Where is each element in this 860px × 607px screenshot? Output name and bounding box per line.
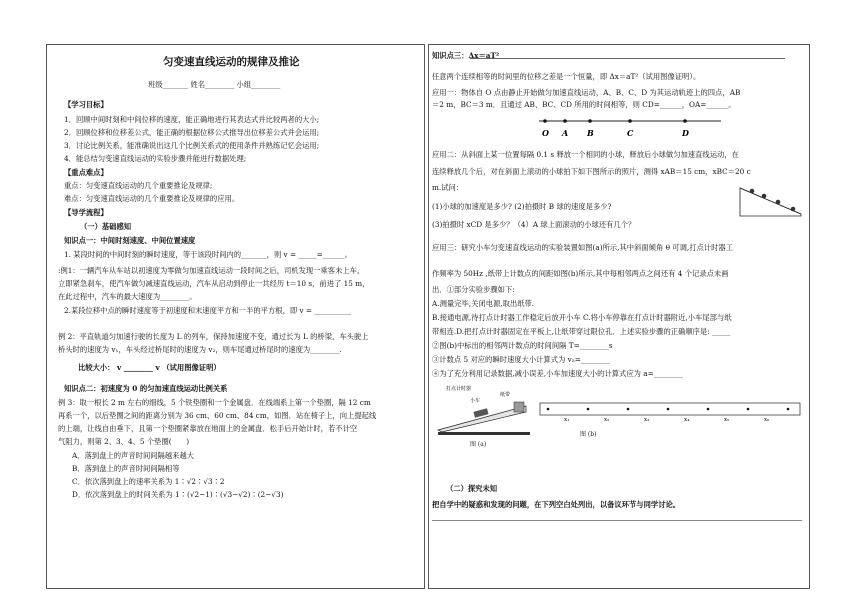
track-point-D: [683, 119, 687, 123]
question-acceleration: ④为了充分利用记录数据,减小误差,小车加速度大小的计算式应为 a=________: [432, 369, 683, 378]
step-d: 带相连.D.把打点计时器固定在平板上,让纸带穿过限位孔．上述实验步骤的正确顺序是: _____: [432, 327, 731, 336]
figure-b-label: 图 (b): [580, 431, 597, 438]
tape-count-point: [707, 408, 710, 411]
application-2-question-1-2: (1)小球的加速度是多少? (2)拍摄时 B 球的速度是多少?: [432, 202, 612, 211]
track-point-A: [563, 119, 567, 123]
svg-text:纸带: 纸带: [500, 392, 511, 398]
document-title: 匀变速直线运动的规律及推论: [163, 56, 300, 68]
tape-count-point: [587, 408, 590, 411]
example-1-line-3: 在此过程中，汽车的最大速度为________。: [58, 292, 197, 301]
kp1-item-2: 2.某段位移中点的瞬时速度等于初速度和末速度平方和一半的平方根，即 v = __________: [64, 306, 351, 315]
track-point-C: [628, 119, 632, 123]
left-column: [46, 44, 425, 589]
example-2-line-2: 桥头时的速度为 v₁，车头经过桥尾时的速度为 v₂，则车尾通过桥尾时的速度为________.: [58, 345, 342, 354]
difficult-point: 难点：匀变速直线运动的几个重要推论及规律的应用。: [64, 194, 240, 203]
tape-interval-label: x₁: [564, 417, 570, 423]
application-2-line-2: 连续释放几个后，对在斜面上滚动的小球拍下如下图所示的照片，测得 xAB＝15 cm，xBC＝20 c: [432, 167, 751, 176]
tape-interval-label: x₆: [764, 417, 770, 423]
goal-1: 1．回顾中间时刻和中间位移的速度，能正确地进行其表达式并比较两者的大小;: [64, 115, 320, 124]
application-2-line-1: 应用二：从斜面上某一位置每隔 0.1 s 释放一个相同的小球，释放后小球做匀加速直线运动，在: [432, 150, 739, 159]
track-label-D: D: [682, 128, 689, 138]
answer-line: [432, 520, 802, 521]
example-1-line-1: :例1：一辆汽车从车站以初速度为零做匀加速直线运动一段时间之后，司机发现一乘客未上车，: [58, 266, 365, 275]
svg-text:打点计时器: 打点计时器: [446, 386, 472, 392]
application-3-line-1: 应用三：研究小车匀变速直线运动的实验装置如图(a)所示,其中斜面倾角 θ 可调,打点计时器工: [432, 243, 733, 252]
example-3-line-2: 再系一个，以后垫圈之间的距离分别为 36 cm、60 cm、84 cm，如图．站在椅子上，向上提起线: [58, 411, 377, 420]
tape-count-point: [547, 408, 550, 411]
example-3-line-1: 例 3：取一根长 2 m 左右的细线，5 个铁垫圈和一个金属盘．在线端系上第一个垫圈，隔 12 cm: [58, 398, 371, 407]
knowledge-point-1: 知识点一：中间时刻速度、中间位置速度: [64, 236, 196, 245]
figure-a-label: 图 (a): [470, 441, 487, 448]
option-d: D．依次落到盘上的时间关系为 1∶(√2−1)∶(√3−√2)∶(2−√3): [72, 490, 284, 499]
kp1-item-1: 1. 某段时间的中间时刻的瞬时速度，等于该段时间内的_______，则 v = _____=______。: [64, 250, 352, 259]
track-label-C: C: [627, 128, 634, 138]
application-1-line-1: 应用一：物体自 O 点由静止开始做匀加速直线运动，A、B、C、D 为其运动轨迹上的四点，AB: [432, 88, 741, 97]
section-guide: 【导学流程】: [64, 208, 108, 217]
step-b-c: B.接通电源,待打点计时器工作稳定后放开小车 C.将小车停靠在打点计时器附近,小车尾部与纸: [432, 313, 732, 322]
goal-3: 3．讨论比例关系，能准确说出这几个比例关系式的使用条件并熟练记忆会运用;: [64, 141, 320, 150]
application-2-line-3: m.试问：: [432, 183, 464, 192]
application-3-line-2: 作频率为 50Hz ,纸带上计数点的间距如图(b)所示,其中每相邻两点之间还有 4 个记录点未画: [432, 269, 729, 278]
example-1-line-2: 立即紧急刹车，使汽车做匀减速直线运动，汽车从启动到停止一共经历 t＝10 s，前进了 15 m，: [58, 279, 370, 288]
example-2-line-1: 例 2：平直轨道匀加速行驶的长度为 L 的列车，保持加速度不变，通过长为 L 的桥梁，车头驶上: [58, 332, 369, 341]
tape-interval-label: x₄: [684, 417, 690, 423]
option-a: A．落到盘上的声音时间间隔越来越大: [72, 451, 195, 460]
tape-count-point: [747, 408, 750, 411]
track-label-B: B: [587, 128, 594, 138]
svg-text:小车: 小车: [470, 398, 481, 404]
application-1-line-2: ＝2 m，BC＝3 m．且通过 AB、BC、CD 所用的时间相等，则 CD=______，OA=______。: [432, 100, 736, 109]
tape-interval-label: x₂: [604, 417, 610, 423]
knowledge-point-3: 知识点三：Δx＝aT²: [432, 51, 500, 60]
step-a: A.测量完毕,关闭电源,取出纸带.: [432, 299, 535, 308]
kp3-statement: 任意两个连续相等的时间里的位移之差是一个恒量，即 Δx＝aT²（试用图像证明）。: [432, 72, 701, 81]
tape-interval-label: x₅: [724, 417, 730, 423]
track-point-B: [588, 119, 592, 123]
goal-2: 2．回顾位移和位移差公式，能正确的根据位移公式推导出位移差公式并会运用;: [64, 128, 320, 137]
compare-sizes: 比较大小： v ________ v （试用图像证明）: [78, 363, 221, 372]
figure-a-apparatus: [434, 380, 534, 438]
section-key-points: 【重点难点】: [64, 168, 108, 177]
incline-diagram: [738, 184, 803, 218]
application-2-question-3-4: (3)拍摄时 xCD 是多少？（4）A 球上面滚动的小球还有几个？: [432, 220, 636, 229]
track-label-A: A: [562, 128, 569, 138]
question-v5: ③计数点 5 对应的瞬时速度大小计算式为 v₅=________: [432, 355, 610, 364]
tape-count-point: [667, 408, 670, 411]
tape-count-point: [787, 408, 790, 411]
student-info: 班级_______ 姓名________ 小组________: [148, 80, 281, 89]
section-goals: 【学习目标】: [64, 100, 108, 109]
option-b: B．落到盘上的声音时间间隔相等: [72, 464, 180, 473]
heading-rule: [470, 58, 785, 59]
figure-b-tape: [538, 397, 802, 423]
question-period: ②图(b)中标出的相邻两计数点的时间间隔 T=________s: [432, 341, 613, 350]
key-point: 重点：匀变速直线运动的几个重要推论及规律;: [64, 181, 213, 190]
tape-count-point: [627, 408, 630, 411]
application-3-line-3: 出．①部分实验步骤如下:: [432, 285, 515, 294]
explore-title: （二）探究未知: [446, 484, 498, 493]
option-c: C．依次落到盘上的速率关系为 1∶√2∶√3∶2: [72, 477, 225, 486]
knowledge-point-2: 知识点二：初速度为 0 的匀加速直线运动比例关系: [64, 384, 228, 393]
example-3-line-3: 的上端，让线自由垂下，且第一个垫圈紧靠放在地面上的金属盘．松手后开始计时，若不计空: [58, 424, 358, 433]
track-point-O: [543, 119, 547, 123]
track-label-O: O: [542, 128, 549, 138]
example-3-line-4: 气阻力，则第 2、3、4、5 个垫圈( ): [58, 437, 190, 446]
subsection-basic: （一）基础感知: [80, 222, 132, 231]
explore-text: 把自学中的疑惑和发现的问题，在下列空白处列出，以备议环节与同学讨论。: [432, 500, 681, 509]
tape-interval-label: x₃: [644, 417, 650, 423]
goal-4: 4．能总结匀变速直线运动的实验步骤并能进行数据处理;: [64, 154, 247, 163]
track-diagram: [535, 114, 725, 140]
